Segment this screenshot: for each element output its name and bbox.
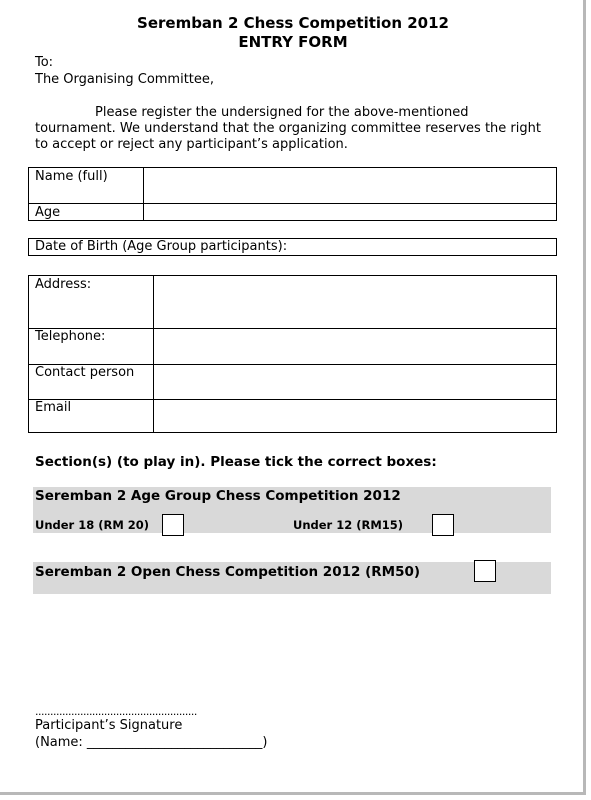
contact-person-label: Contact person [35, 365, 135, 380]
dob-field[interactable] [28, 238, 557, 256]
name-field[interactable] [145, 168, 556, 203]
to-label: To: [35, 55, 54, 70]
intro-line-1: Please register the undersigned for the above-mentioned [95, 105, 469, 120]
open-title: Seremban 2 Open Chess Competition 2012 (RM50) [35, 564, 421, 580]
name-age-table [28, 167, 557, 221]
age-group-section [33, 487, 551, 533]
form-subtitle: ENTRY FORM [238, 33, 348, 51]
address-field[interactable] [155, 276, 556, 328]
email-label: Email [35, 400, 72, 415]
participant-name-line[interactable]: (Name: ___________________________) [35, 735, 268, 750]
age-label: Age [35, 205, 61, 220]
telephone-label: Telephone: [35, 329, 106, 344]
under18-label: Under 18 (RM 20) [35, 518, 150, 532]
signature-line: ...................................................... [35, 705, 197, 718]
intro-line-2: tournament. We understand that the organizing committee reserves the right [35, 121, 541, 136]
sections-heading: Section(s) (to play in). Please tick the correct boxes: [35, 454, 437, 470]
age-group-title: Seremban 2 Age Group Chess Competition 2012 [35, 488, 401, 504]
contact-person-field[interactable] [155, 365, 556, 399]
under12-checkbox[interactable] [432, 514, 454, 536]
name-label: Name (full) [35, 169, 108, 184]
intro-line-3: to accept or reject any participant’s application. [35, 137, 348, 152]
committee-label: The Organising Committee, [35, 72, 215, 87]
signature-label: Participant’s Signature [35, 718, 183, 733]
form-title: Seremban 2 Chess Competition 2012 [137, 14, 449, 32]
under12-label: Under 12 (RM15) [293, 518, 404, 532]
email-field[interactable] [155, 400, 556, 432]
telephone-field[interactable] [155, 329, 556, 364]
contact-table [28, 275, 557, 433]
address-label: Address: [35, 277, 92, 292]
age-field[interactable] [145, 204, 556, 220]
open-section [33, 562, 551, 594]
open-checkbox[interactable] [474, 560, 496, 582]
under18-checkbox[interactable] [162, 514, 184, 536]
dob-label: Date of Birth (Age Group participants): [35, 239, 288, 254]
